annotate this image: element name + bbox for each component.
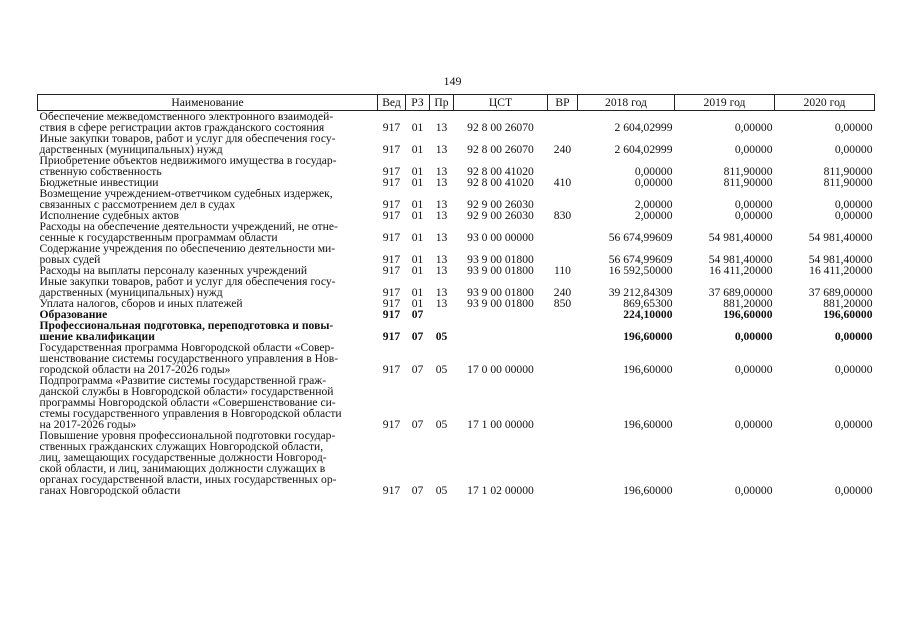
cell-name-line: дарственных (муниципальных) нужд bbox=[39, 286, 223, 299]
cell-ved: 917 bbox=[382, 308, 401, 321]
cell-ved: 917 bbox=[382, 363, 401, 376]
cell-name-line: Государственная программа Новгородской области «Совер- bbox=[39, 341, 335, 354]
cell-name-line: Иные закупки товаров, работ и услуг для обеспечения госу- bbox=[39, 132, 336, 145]
cell-name-line: Подпрограмма «Развитие системы государственной граж- bbox=[39, 374, 327, 387]
cell-2020: 54 981,40000 bbox=[808, 253, 873, 266]
cell-2019: 811,90000 bbox=[723, 165, 773, 178]
cell-cst: 92 9 00 26030 bbox=[467, 209, 534, 222]
cell-pr: 13 bbox=[435, 143, 448, 156]
table-row bbox=[38, 111, 875, 134]
cell-vr bbox=[548, 155, 578, 177]
cell-rz: 01 bbox=[411, 121, 424, 134]
cell-name-line: ровых судей bbox=[39, 253, 101, 266]
table-row bbox=[38, 276, 875, 298]
cell-name-line: городской области на 2017-2026 годы» bbox=[39, 363, 231, 376]
cell-rz: 01 bbox=[411, 176, 424, 189]
table-row bbox=[38, 375, 875, 430]
cell-ved: 917 bbox=[382, 418, 401, 431]
cell-vr bbox=[548, 188, 578, 210]
cell-name bbox=[38, 375, 378, 430]
cell-2018: 196,60000 bbox=[623, 363, 673, 376]
cell-name-line: шенствование системы государственного управления в Нов- bbox=[39, 352, 339, 365]
cell-cst bbox=[454, 320, 548, 342]
cell-cst bbox=[454, 309, 548, 320]
cell-rz: 01 bbox=[411, 286, 424, 299]
cell-name-line: лиц, замещающих государственные должности Новгород- bbox=[39, 451, 327, 464]
cell-2018: 2,00000 bbox=[634, 209, 673, 222]
cell-pr: 13 bbox=[435, 264, 448, 277]
cell-name bbox=[38, 133, 378, 155]
cell-ved: 917 bbox=[382, 286, 401, 299]
cell-cst: 92 8 00 41020 bbox=[467, 165, 534, 178]
cell-ved: 917 bbox=[382, 264, 401, 277]
cell-name-line: шение квалификации bbox=[39, 330, 155, 343]
cell-2018: 39 212,84309 bbox=[608, 286, 673, 299]
cell-name bbox=[38, 188, 378, 210]
cell-name bbox=[38, 342, 378, 375]
cell-pr: 05 bbox=[435, 418, 448, 431]
cell-2019: 54 981,40000 bbox=[708, 253, 773, 266]
cell-ved: 917 bbox=[382, 484, 401, 497]
header-2018: 2018 год bbox=[578, 95, 675, 111]
cell-pr: 13 bbox=[435, 121, 448, 134]
cell-vr bbox=[548, 342, 578, 375]
cell-cst: 17 0 00 00000 bbox=[467, 363, 534, 376]
header-cst: ЦСТ bbox=[454, 95, 548, 111]
cell-name-line: Иные закупки товаров, работ и услуг для обеспечения госу- bbox=[39, 275, 336, 288]
cell-2018: 56 674,99609 bbox=[608, 231, 673, 244]
cell-name-line: Расходы на выплаты персоналу казенных учреждений bbox=[39, 264, 308, 277]
cell-2019: 0,00000 bbox=[734, 484, 773, 497]
cell-2018: 0,00000 bbox=[634, 165, 673, 178]
cell-name-line: Исполнение судебных актов bbox=[39, 209, 179, 222]
cell-2020: 811,90000 bbox=[823, 165, 873, 178]
cell-pr: 13 bbox=[435, 165, 448, 178]
cell-name-line: ствия в сфере регистрации актов гражданского состояния bbox=[39, 121, 325, 134]
budget-table bbox=[37, 94, 875, 496]
cell-rz: 07 bbox=[411, 484, 424, 497]
cell-2020: 16 411,20000 bbox=[809, 264, 873, 277]
cell-name-line: ственную собственность bbox=[39, 165, 162, 178]
cell-2019: 0,00000 bbox=[734, 121, 773, 134]
cell-pr: 05 bbox=[435, 484, 448, 497]
cell-cst: 17 1 02 00000 bbox=[467, 484, 534, 497]
cell-cst: 92 8 00 26070 bbox=[467, 143, 534, 156]
cell-2019: 16 411,20000 bbox=[709, 264, 773, 277]
cell-vr bbox=[548, 309, 578, 320]
cell-name bbox=[38, 276, 378, 298]
cell-pr: 13 bbox=[435, 231, 448, 244]
cell-2019: 37 689,00000 bbox=[708, 286, 773, 299]
cell-ved: 917 bbox=[382, 143, 401, 156]
table-row bbox=[38, 430, 875, 496]
cell-vr bbox=[548, 375, 578, 430]
cell-2018: 2 604,02999 bbox=[614, 143, 673, 156]
cell-2019: 196,60000 bbox=[723, 308, 773, 321]
cell-cst: 93 9 00 01800 bbox=[467, 297, 534, 310]
cell-cst: 93 9 00 01800 bbox=[467, 286, 534, 299]
cell-2020: 0,00000 bbox=[834, 363, 873, 376]
cell-pr: 05 bbox=[435, 363, 448, 376]
header-ved: Вед bbox=[378, 95, 406, 111]
cell-2020: 196,60000 bbox=[823, 308, 873, 321]
cell-cst: 92 9 00 26030 bbox=[467, 198, 534, 211]
cell-2020: 0,00000 bbox=[834, 484, 873, 497]
cell-rz: 07 bbox=[411, 363, 424, 376]
cell-name-line: на 2017-2026 годы» bbox=[39, 418, 137, 431]
cell-name-line: Уплата налогов, сборов и иных платежей bbox=[39, 297, 243, 310]
header-2020: 2020 год bbox=[775, 95, 875, 111]
cell-vr bbox=[548, 221, 578, 243]
cell-vr: 850 bbox=[553, 297, 572, 310]
cell-2020: 54 981,40000 bbox=[808, 231, 873, 244]
cell-cst: 92 8 00 26070 bbox=[467, 121, 534, 134]
cell-pr: 13 bbox=[435, 209, 448, 222]
cell-name-line: Содержание учреждения по обеспечению деятельности ми- bbox=[39, 242, 336, 255]
cell-ved: 917 bbox=[382, 209, 401, 222]
cell-2018: 16 592,50000 bbox=[608, 264, 673, 277]
cell-name-line: Возмещение учреждением-ответчиком судебных издержек, bbox=[39, 187, 333, 200]
cell-rz: 01 bbox=[411, 209, 424, 222]
cell-2020: 0,00000 bbox=[834, 121, 873, 134]
cell-2019: 0,00000 bbox=[734, 209, 773, 222]
cell-rz: 07 bbox=[411, 418, 424, 431]
cell-name-line: органах государственной власти, иных государственных ор- bbox=[39, 473, 337, 486]
header-rz: РЗ bbox=[406, 95, 430, 111]
cell-2019: 881,20000 bbox=[723, 297, 773, 310]
cell-2018: 56 674,99609 bbox=[608, 253, 673, 266]
cell-ved: 917 bbox=[382, 330, 401, 343]
header-2019: 2019 год bbox=[675, 95, 775, 111]
cell-pr: 05 bbox=[435, 330, 448, 343]
cell-2020: 811,90000 bbox=[823, 176, 873, 189]
cell-name-line: Приобретение объектов недвижимого имущества в государ- bbox=[39, 154, 337, 167]
cell-rz: 01 bbox=[411, 198, 424, 211]
cell-name bbox=[38, 243, 378, 265]
cell-pr: 13 bbox=[435, 176, 448, 189]
cell-2020: 0,00000 bbox=[834, 418, 873, 431]
table-row bbox=[38, 155, 875, 177]
cell-2019: 54 981,40000 bbox=[708, 231, 773, 244]
cell-ved: 917 bbox=[382, 176, 401, 189]
cell-name-line: Обеспечение межведомственного электронного взаимодей- bbox=[39, 110, 334, 123]
cell-2019: 811,90000 bbox=[723, 176, 773, 189]
cell-ved: 917 bbox=[382, 198, 401, 211]
cell-2019: 0,00000 bbox=[734, 418, 773, 431]
cell-name bbox=[38, 111, 378, 134]
cell-vr: 240 bbox=[553, 143, 572, 156]
cell-2018: 196,60000 bbox=[623, 484, 673, 497]
cell-name-line: дарственных (муниципальных) нужд bbox=[39, 143, 223, 156]
cell-cst: 93 0 00 00000 bbox=[467, 231, 534, 244]
cell-vr bbox=[548, 111, 578, 134]
header-pr: Пр bbox=[430, 95, 454, 111]
cell-ved: 917 bbox=[382, 231, 401, 244]
cell-name bbox=[38, 430, 378, 496]
cell-2019: 0,00000 bbox=[734, 363, 773, 376]
cell-ved: 917 bbox=[382, 297, 401, 310]
cell-name-line: Образование bbox=[39, 308, 108, 321]
cell-name-line: ственных гражданских служащих Новгородской области, bbox=[39, 440, 324, 453]
table-row bbox=[38, 133, 875, 155]
table-header-row bbox=[38, 95, 875, 111]
cell-2019: 0,00000 bbox=[734, 198, 773, 211]
cell-rz: 07 bbox=[411, 330, 424, 343]
cell-name-line: сенные к государственным программам области bbox=[39, 231, 278, 244]
header-name: Наименование bbox=[38, 95, 378, 111]
cell-2018: 869,65300 bbox=[623, 297, 673, 310]
cell-name bbox=[38, 155, 378, 177]
cell-name-line: ской области, и лиц, занимающих должности служащих в bbox=[39, 462, 326, 475]
cell-ved: 917 bbox=[382, 165, 401, 178]
table-row bbox=[38, 188, 875, 210]
cell-2020: 37 689,00000 bbox=[808, 286, 873, 299]
cell-vr bbox=[548, 430, 578, 496]
cell-2020: 0,00000 bbox=[834, 143, 873, 156]
cell-2019: 0,00000 bbox=[734, 330, 773, 343]
cell-rz: 07 bbox=[411, 308, 424, 321]
cell-rz: 01 bbox=[411, 264, 424, 277]
page-number: 149 bbox=[443, 74, 462, 88]
cell-name-line: связанных с рассмотрением дел в судах bbox=[39, 198, 236, 211]
cell-name-line: данской службы в Новгородской области» государственной bbox=[39, 385, 334, 398]
cell-vr: 410 bbox=[553, 176, 572, 189]
table-body bbox=[38, 111, 875, 497]
cell-name-line: ганах Новгородской области bbox=[39, 484, 181, 497]
cell-pr: 13 bbox=[435, 286, 448, 299]
cell-ved: 917 bbox=[382, 121, 401, 134]
table-row bbox=[38, 320, 875, 342]
cell-name-line: Профессиональная подготовка, переподготовка и повы- bbox=[39, 319, 334, 332]
cell-name-line: Бюджетные инвестиции bbox=[39, 176, 159, 189]
cell-2020: 0,00000 bbox=[834, 330, 873, 343]
table-row bbox=[38, 342, 875, 375]
cell-vr: 240 bbox=[553, 286, 572, 299]
cell-name bbox=[38, 320, 378, 342]
cell-2019: 0,00000 bbox=[734, 143, 773, 156]
cell-ved: 917 bbox=[382, 253, 401, 266]
cell-vr: 830 bbox=[553, 209, 572, 222]
cell-2020: 881,20000 bbox=[823, 297, 873, 310]
cell-rz: 01 bbox=[411, 231, 424, 244]
table-row bbox=[38, 221, 875, 243]
cell-vr bbox=[548, 243, 578, 265]
cell-rz: 01 bbox=[411, 297, 424, 310]
table-row bbox=[38, 243, 875, 265]
cell-cst: 17 1 00 00000 bbox=[467, 418, 534, 431]
cell-cst: 92 8 00 41020 bbox=[467, 176, 534, 189]
cell-2018: 196,60000 bbox=[623, 330, 673, 343]
cell-name-line: Повышение уровня профессиональной подготовки государ- bbox=[39, 429, 336, 442]
cell-rz: 01 bbox=[411, 143, 424, 156]
cell-2018: 224,10000 bbox=[623, 308, 673, 321]
cell-name-line: стемы государственного управления в Новгородской области bbox=[39, 407, 342, 420]
cell-rz: 01 bbox=[411, 165, 424, 178]
cell-name-line: программы Новгородской области «Совершенствование си- bbox=[39, 396, 336, 409]
cell-rz: 01 bbox=[411, 253, 424, 266]
cell-pr: 13 bbox=[435, 253, 448, 266]
cell-name bbox=[38, 221, 378, 243]
cell-2018: 2,00000 bbox=[634, 198, 673, 211]
cell-2018: 196,60000 bbox=[623, 418, 673, 431]
header-vr: ВР bbox=[548, 95, 578, 111]
cell-cst: 93 9 00 01800 bbox=[467, 253, 534, 266]
cell-name-line: Расходы на обеспечение деятельности учреждений, не отне- bbox=[39, 220, 338, 233]
cell-pr: 13 bbox=[435, 297, 448, 310]
cell-cst: 93 9 00 01800 bbox=[467, 264, 534, 277]
cell-vr: 110 bbox=[554, 264, 571, 277]
cell-2020: 0,00000 bbox=[834, 209, 873, 222]
cell-vr bbox=[548, 320, 578, 342]
cell-pr: 13 bbox=[435, 198, 448, 211]
cell-2018: 2 604,02999 bbox=[614, 121, 673, 134]
cell-2018: 0,00000 bbox=[634, 176, 673, 189]
cell-pr bbox=[430, 309, 454, 320]
cell-2020: 0,00000 bbox=[834, 198, 873, 211]
